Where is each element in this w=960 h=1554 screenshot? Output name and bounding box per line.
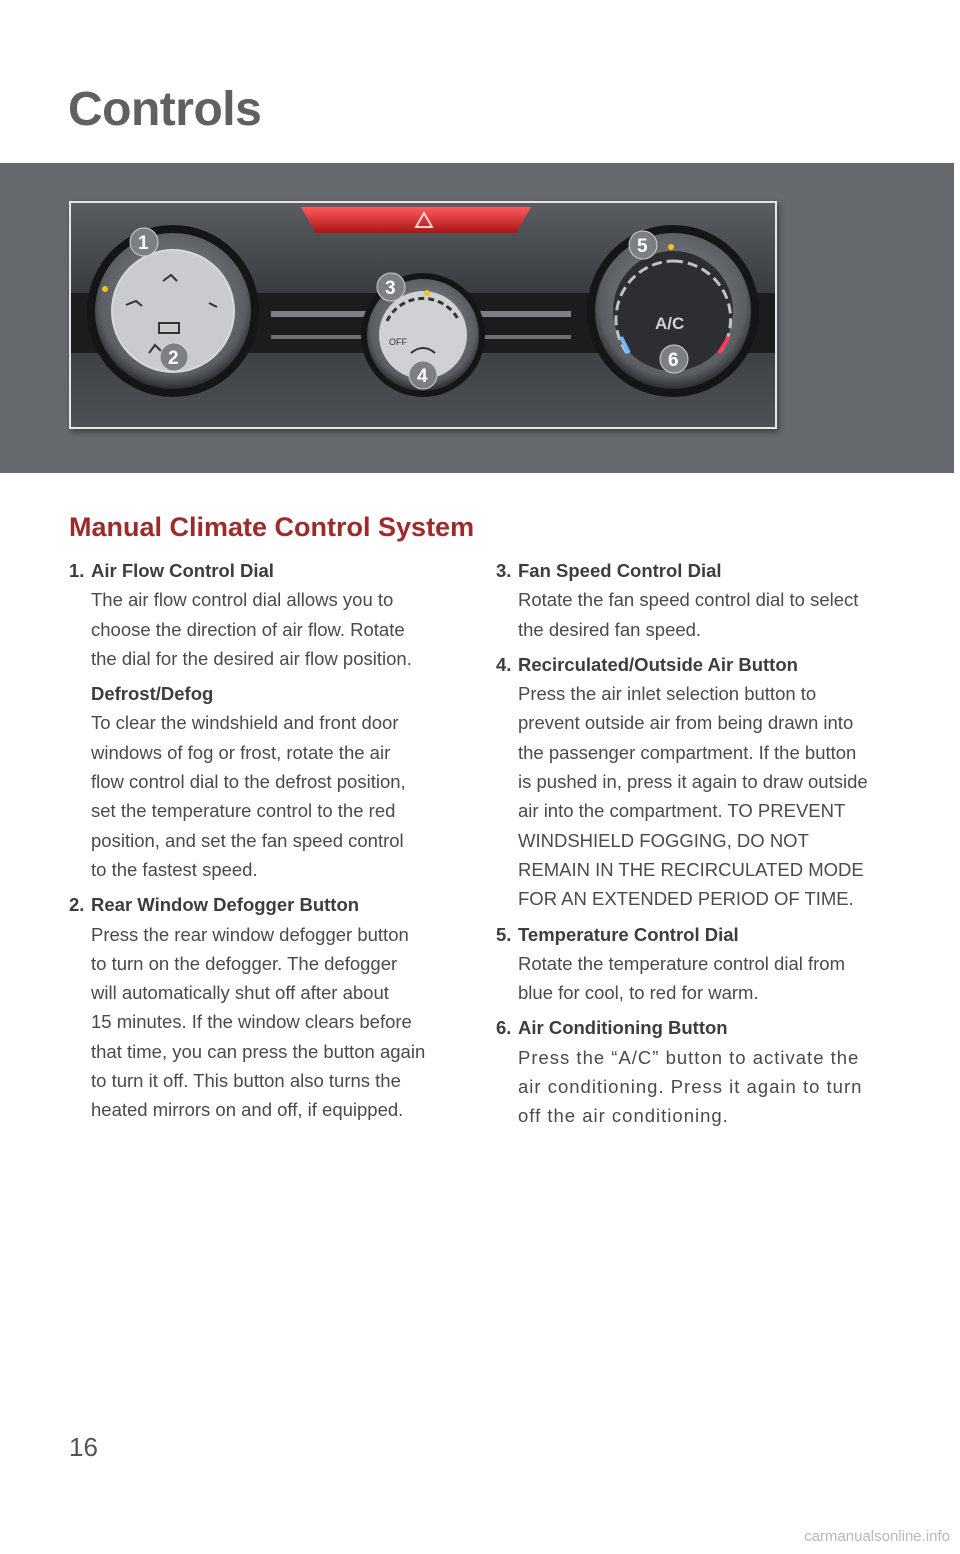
item-body: Press the “A/C” button to activate the air conditioning. Press it again to turn off the air conditioning. [518,1046,863,1127]
callout-2 [160,343,188,371]
item-recirculated-air [496,650,906,914]
svg-text:6: 6 [668,350,679,371]
item-title: Rear Window Defogger Button [91,894,360,916]
item-number: 6. [496,1017,512,1039]
page-title: Controls [68,83,262,136]
svg-text:4: 4 [417,366,428,387]
item-body: Press the rear window defogger button to turn on the defogger. The defogger will automatically shut off after about 15 minutes. If the window clears before that time, you can press the button again to turn it off. This button also turns the heated mirrors on and off, if equipped. [91,923,426,1121]
callout-5 [629,231,657,259]
item-body: The air flow control dial allows you to choose the direction of air flow. Rotate the dial for the desired air flow position. [91,589,412,669]
item-number: 2. [69,894,85,916]
item-body: Rotate the temperature control dial from blue for cool, to red for warm. [518,952,845,1004]
ac-label: A/C [655,314,685,333]
item-air-conditioning [496,1013,906,1130]
item-number: 5. [496,923,512,945]
climate-control-photo [69,201,777,429]
climate-panel-illustration [71,203,775,427]
item-body: Press the air inlet selection button to prevent outside air from being drawn into the passenger compartment. If the button is pushed in, press it again to draw outside air into the compartment. TO PREVENT WINDSHIELD FOGGING, DO NOT REMAIN IN THE RECIRCULATED MODE FOR AN EXTENDED PERIOD OF TIME. [518,683,868,910]
svg-text:5: 5 [637,236,648,257]
photo-band [0,163,954,473]
callout-4 [409,361,437,389]
item-title: Temperature Control Dial [518,923,739,945]
item-temperature-dial [496,920,906,1008]
item-title: Fan Speed Control Dial [518,560,722,581]
item-number: 1. [69,560,85,581]
svg-text:OFF: OFF [389,337,407,347]
svg-text:3: 3 [385,278,396,299]
item-air-flow-dial [69,556,469,884]
svg-text:2: 2 [168,348,179,369]
item-fan-speed-dial [496,556,906,644]
item-title: Air Conditioning Button [518,1017,728,1039]
item-body: Rotate the fan speed control dial to select the desired fan speed. [518,589,859,640]
item-title: Recirculated/Outside Air Button [518,653,798,675]
item-number: 3. [496,560,512,581]
right-column [496,556,906,1137]
item-rear-defogger [69,890,469,1124]
watermark: carmanualsonline.info [804,1528,950,1545]
item-subtitle: Defrost/Defog [91,683,214,705]
callout-6 [660,345,688,373]
hazard-bar [301,207,531,233]
left-column [69,556,469,1131]
callout-1 [130,228,158,256]
section-heading: Manual Climate Control System [69,512,475,542]
svg-text:1: 1 [138,233,149,254]
callout-3 [377,273,405,301]
item-sub-body: To clear the windshield and front door windows of fog or frost, rotate the air flow control dial to the defrost position, set the temperature control to the red position, and set the fan speed control to the fastest speed. [91,712,406,880]
item-number: 4. [496,653,512,675]
item-title: Air Flow Control Dial [91,560,274,581]
page-number: 16 [69,1432,98,1462]
